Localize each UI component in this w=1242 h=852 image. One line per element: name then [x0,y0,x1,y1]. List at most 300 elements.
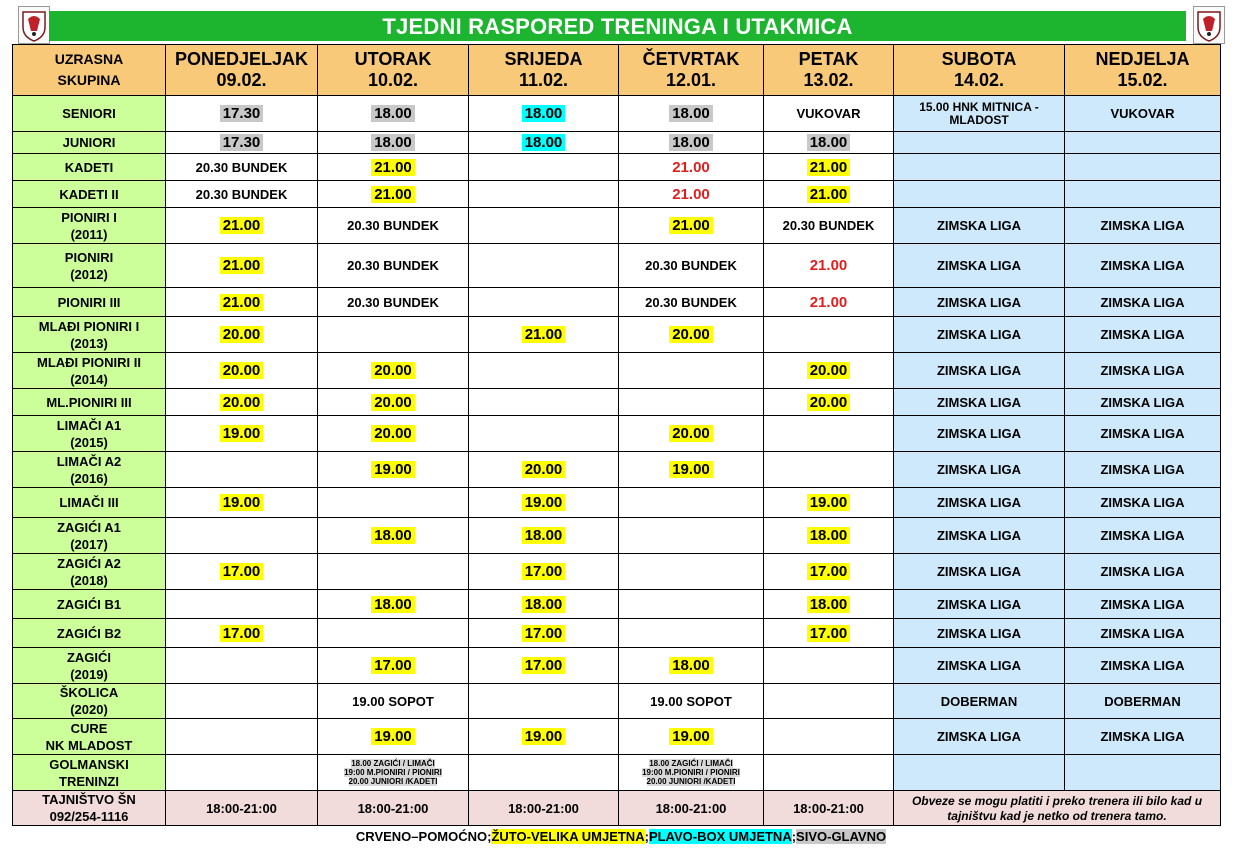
goalkeeper-line [619,768,763,777]
table-row [13,619,1221,648]
schedule-cell [619,416,764,452]
schedule-cell [166,518,318,554]
schedule-cell [619,452,764,488]
schedule-cell [318,648,469,684]
schedule-cell [469,208,619,244]
group-label: SENIORI [62,106,116,121]
schedule-cell [469,353,619,389]
schedule-cell [619,96,764,132]
time-entry: 19.00 [669,461,713,478]
day-date: 12.01. [665,70,717,90]
group-cell [13,154,166,181]
schedule-cell [619,648,764,684]
group-label: (2020) [70,702,108,717]
time-entry: 21.00 [220,217,264,234]
schedule-cell [469,755,619,791]
time-entry: 21.00 [809,293,848,311]
schedule-cell [166,590,318,619]
schedule-cell [619,554,764,590]
day-date: 15.02. [1117,70,1168,90]
schedule-cell [469,416,619,452]
day-header [318,45,469,96]
time-entry: 18.00 [669,105,713,122]
time-entry: ZIMSKA LIGA [1100,462,1185,477]
group-cell [13,791,166,826]
schedule-cell [318,554,469,590]
schedule-cell [318,288,469,317]
schedule-cell [166,684,318,719]
office-hours-cell [619,791,764,826]
schedule-cell [894,554,1065,590]
office-hours: 18:00-21:00 [655,800,727,816]
schedule-cell [764,154,894,181]
schedule-cell [764,244,894,288]
time-entry: ZIMSKA LIGA [1100,258,1185,273]
schedule-cell [1065,288,1221,317]
schedule-cell [619,353,764,389]
schedule-cell [764,684,894,719]
schedule-cell [469,154,619,181]
schedule-cell [1065,317,1221,353]
schedule-cell [318,96,469,132]
day-name: SUBOTA [941,49,1017,69]
time-entry: 19.00 [522,728,566,745]
group-label: TAJNIŠTVO ŠN [42,792,136,807]
time-entry: ZIMSKA LIGA [1100,294,1185,310]
schedule-cell [166,416,318,452]
time-entry: 18.00 [807,527,851,544]
time-entry: ZIMSKA LIGA [1100,495,1185,510]
table-row [13,389,1221,416]
schedule-cell [166,619,318,648]
group-cell [13,755,166,791]
time-entry: 20.30 BUNDEK [782,218,875,233]
time-entry: 21.00 [669,217,713,234]
header-row [13,45,1221,96]
legend-cyan: PLAVO-BOX UMJETNA [648,829,792,844]
group-label: KADETI II [59,186,119,202]
group-label: CURE [70,720,108,736]
day-header [764,45,894,96]
schedule-cell [318,208,469,244]
schedule-cell [166,208,318,244]
group-cell [13,181,166,208]
table-row [13,590,1221,619]
time-entry: ZIMSKA LIGA [1100,625,1185,641]
schedule-cell [1065,208,1221,244]
group-header-line: SKUPINA [57,72,121,88]
group-label: (2011) [70,226,108,242]
time-entry: ZIMSKA LIGA [936,564,1021,579]
schedule-cell [318,154,469,181]
time-entry: 19.00 SOPOT [650,693,732,709]
group-label: KADETI [64,159,114,175]
schedule-cell [764,416,894,452]
schedule-cell [166,452,318,488]
time-entry: 21.00 [522,326,566,343]
table-row [13,154,1221,181]
schedule-cell [166,755,318,791]
group-label: (2016) [70,470,108,486]
table-row [13,554,1221,590]
group-cell [13,317,166,353]
schedule-cell [1065,181,1221,208]
schedule-cell [469,719,619,755]
time-entry: VUKOVAR [1110,106,1175,121]
schedule-cell [469,288,619,317]
schedule-cell [894,208,1065,244]
table-row [13,132,1221,154]
goalkeeper-line [619,759,763,768]
time-entry: DOBERMAN [1104,693,1181,709]
table-row [13,755,1221,791]
schedule-cell [894,154,1065,181]
group-cell [13,132,166,154]
time-entry: 17.00 [522,563,566,580]
time-entry: 21.00 [220,294,264,311]
time-entry: 19.00 [220,425,264,442]
time-entry: ZIMSKA LIGA [936,426,1021,441]
schedule-cell [469,488,619,518]
time-entry: 21.00 [371,159,415,176]
table-row [13,518,1221,554]
goalkeeper-text: 18.00 ZAGIĆI / LIMAČI [351,759,435,768]
time-entry: 20.00 [669,425,713,442]
schedule-cell [318,416,469,452]
payment-note-text: Obveze se mogu platiti i preko trenera ili bilo kad u tajništvu kad je netko od trenera tamo. [911,794,1203,823]
time-entry: 20.00 [371,394,415,411]
group-cell [13,208,166,244]
schedule-cell [318,244,469,288]
schedule-cell [1065,154,1221,181]
table-row [13,719,1221,755]
group-label: GOLMANSKI [49,756,129,772]
table-row [13,452,1221,488]
schedule-cell [619,181,764,208]
time-entry: 20.00 [807,362,851,379]
table-row [13,791,1221,826]
group-cell [13,648,166,684]
schedule-cell [1065,389,1221,416]
schedule-cell [764,554,894,590]
group-cell [13,719,166,755]
group-cell [13,288,166,317]
time-entry: 20.30 BUNDEK [645,258,737,273]
schedule-cell [894,389,1065,416]
office-hours-cell [166,791,318,826]
page-title: TJEDNI RASPORED TRENINGA I UTAKMICA [49,11,1186,41]
table-row [13,244,1221,288]
schedule-cell [1065,96,1221,132]
schedule-cell [166,488,318,518]
schedule-cell [764,317,894,353]
time-entry: ZIMSKA LIGA [936,495,1021,510]
time-entry: 19.00 [669,728,713,745]
goalkeeper-line [318,768,468,777]
time-entry: 18.00 [371,596,415,613]
schedule-cell [166,244,318,288]
schedule-cell [318,488,469,518]
time-entry: 20.30 BUNDEK [347,294,439,310]
schedule-cell [619,208,764,244]
table-row [13,488,1221,518]
schedule-cell [166,353,318,389]
time-entry: 20.00 [371,425,415,442]
table-row [13,96,1221,132]
schedule-cell [894,619,1065,648]
club-crest-icon [18,6,50,44]
day-header [1065,45,1221,96]
schedule-cell [764,181,894,208]
office-hours-cell [318,791,469,826]
schedule-cell [1065,648,1221,684]
schedule-cell [1065,619,1221,648]
time-entry: 19.00 SOPOT [352,693,434,709]
time-entry: 19.00 [220,494,264,511]
schedule-cell [166,554,318,590]
schedule-cell [166,389,318,416]
goalkeeper-line [318,777,468,786]
schedule-cell [318,452,469,488]
time-entry: ZIMSKA LIGA [936,394,1021,410]
schedule-cell [318,755,469,791]
time-entry: ZIMSKA LIGA [1100,729,1185,744]
day-name: SRIJEDA [504,49,583,69]
schedule-cell [469,518,619,554]
time-entry: 18.00 [522,596,566,613]
table-row [13,181,1221,208]
schedule-cell [166,317,318,353]
time-entry: 18.00 [371,527,415,544]
legend-separator: ; [644,829,649,844]
schedule-cell [764,132,894,154]
schedule-cell [619,755,764,791]
schedule-cell [619,389,764,416]
time-entry: 21.00 [807,186,851,203]
time-entry: 21.00 [672,185,710,203]
group-cell [13,389,166,416]
schedule-cell [764,619,894,648]
group-cell [13,488,166,518]
table-row [13,353,1221,389]
time-entry: 20.30 BUNDEK [195,186,288,202]
schedule-cell [1065,590,1221,619]
group-label: MLAĐI PIONIRI I [38,318,140,334]
schedule-cell [619,488,764,518]
schedule-cell [469,96,619,132]
schedule-cell [1065,452,1221,488]
day-header [619,45,764,96]
schedule-cell [894,452,1065,488]
time-entry: ZIMSKA LIGA [1100,363,1185,378]
group-label: (2012) [70,266,108,282]
group-label: LIMAČI III [59,495,119,510]
time-entry: 20.30 BUNDEK [347,218,439,233]
goalkeeper-text: 20.00 JUNIORI /KADETI [646,777,736,786]
schedule-cell [318,719,469,755]
group-label: TRENINZI [59,773,119,789]
time-entry: ZIMSKA LIGA [936,528,1021,543]
time-entry: 20.00 [220,394,264,411]
group-label: (2013) [70,335,108,351]
time-entry: ZIMSKA LIGA [936,327,1021,342]
group-cell [13,96,166,132]
day-header [894,45,1065,96]
office-hours: 18:00-21:00 [508,800,579,816]
schedule-cell [619,244,764,288]
schedule-cell [619,288,764,317]
group-column-header [13,45,166,96]
schedule-cell [894,488,1065,518]
schedule-cell [894,317,1065,353]
time-entry: 19.00 [522,494,566,511]
group-label: (2017) [70,536,108,552]
time-entry: DOBERMAN [940,693,1018,709]
time-entry: ZIMSKA LIGA [936,218,1021,233]
time-entry: 17.00 [220,625,264,642]
schedule-cell [1065,132,1221,154]
time-entry: 17.00 [807,563,851,580]
day-name: ČETVRTAK [642,49,740,69]
schedule-cell [764,719,894,755]
schedule-cell [894,244,1065,288]
time-entry: 20.00 [807,394,851,411]
time-entry: 19.00 [371,461,415,478]
time-entry: ZIMSKA LIGA [936,625,1021,641]
day-header [469,45,619,96]
time-entry: 21.00 [220,257,264,274]
schedule-cell [166,288,318,317]
time-entry: 18.00 [371,105,415,122]
schedule-cell [894,353,1065,389]
time-entry: ZIMSKA LIGA [1100,426,1185,441]
group-label: (2014) [70,371,108,387]
group-label: JUNIORI [62,135,116,150]
time-entry: ZIMSKA LIGA [1100,394,1185,410]
time-entry: 21.00 [807,159,851,176]
schedule-body [13,96,1221,826]
goalkeeper-text: 19:00 M.PIONIRI / PIONIRI [642,768,740,777]
day-date: 10.02. [367,70,419,90]
time-entry: ZIMSKA LIGA [936,729,1021,744]
legend-red: CRVENO–POMOĆNO; [355,829,492,844]
schedule-cell [894,181,1065,208]
schedule-cell [469,619,619,648]
schedule-cell [764,518,894,554]
time-entry: 20.00 [522,461,566,478]
group-label: ZAGIĆI A2 [57,555,121,571]
group-cell [13,684,166,719]
schedule-cell [619,132,764,154]
time-entry: 19.00 [807,494,851,511]
schedule-cell [894,416,1065,452]
time-entry: ZIMSKA LIGA [1100,327,1185,342]
schedule-cell [894,590,1065,619]
group-cell [13,619,166,648]
schedule-cell [318,353,469,389]
schedule-cell [469,132,619,154]
group-cell [13,518,166,554]
schedule-cell [318,317,469,353]
schedule-cell [1065,719,1221,755]
group-label: LIMAČI A2 [56,453,122,469]
time-entry: 17.00 [522,657,566,674]
time-entry: 20.00 [669,326,713,343]
schedule-cell [1065,353,1221,389]
office-hours: 18:00-21:00 [793,800,864,816]
group-label: ZAGIĆI [66,649,112,665]
schedule-cell [1065,755,1221,791]
office-hours-cell [469,791,619,826]
time-entry: 18.00 [522,105,566,122]
schedule-cell [894,755,1065,791]
time-entry: 17.00 [807,625,851,642]
schedule-cell [469,648,619,684]
table-row [13,684,1221,719]
time-entry: ZIMSKA LIGA [936,462,1021,477]
time-entry: 18.00 [669,657,713,674]
schedule-cell [318,518,469,554]
group-label: PIONIRI I [61,209,117,225]
goalkeeper-text: 20.00 JUNIORI /KADETI [348,777,438,786]
schedule-cell [764,590,894,619]
schedule-cell [764,208,894,244]
time-entry: 17.00 [371,657,415,674]
day-date: 11.02. [518,70,569,90]
group-label: ML.PIONIRI III [46,394,132,410]
time-entry: 17.30 [220,105,264,122]
schedule-cell [619,317,764,353]
schedule-cell [894,132,1065,154]
legend-separator: ; [791,829,797,844]
group-cell [13,452,166,488]
schedule-cell [318,590,469,619]
time-entry: ZIMSKA LIGA [936,294,1021,310]
schedule-cell [469,181,619,208]
schedule-cell [469,684,619,719]
schedule-cell [764,96,894,132]
goalkeeper-line [619,777,763,786]
time-entry: 21.00 [809,257,848,274]
time-entry: 20.00 [220,326,264,343]
schedule-cell [318,181,469,208]
time-entry: 18.00 [371,134,415,151]
club-crest-icon [1193,6,1225,44]
group-label: MLAĐI PIONIRI II [37,354,141,370]
schedule-cell [1065,554,1221,590]
schedule-cell [469,317,619,353]
table-row [13,288,1221,317]
schedule-cell [166,154,318,181]
schedule-cell [894,719,1065,755]
schedule-cell [469,554,619,590]
schedule-cell [469,244,619,288]
time-entry: 20.30 BUNDEK [645,294,737,310]
time-entry: 18.00 [522,134,566,151]
time-entry: 19.00 [371,728,415,745]
table-row [13,317,1221,353]
office-hours: 18:00-21:00 [206,800,277,816]
schedule-cell [166,181,318,208]
schedule-cell [469,389,619,416]
group-label: ZAGIĆI A1 [57,519,121,535]
group-label: ŠKOLICA [59,685,119,700]
time-entry: ZIMSKA LIGA [1100,564,1185,579]
schedule-cell [318,619,469,648]
schedule-cell [764,452,894,488]
time-entry: VUKOVAR [796,106,861,121]
group-label: LIMAČI A1 [56,417,122,433]
